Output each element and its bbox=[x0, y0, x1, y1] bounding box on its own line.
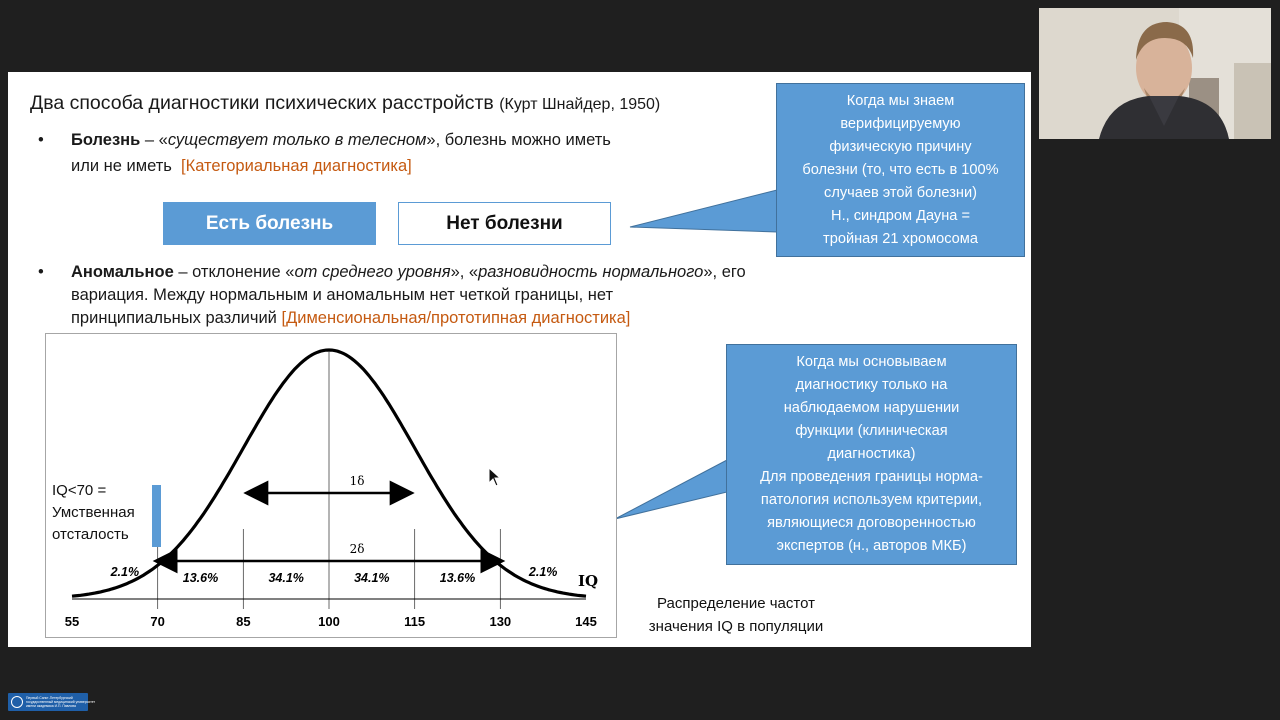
caption-line: значения IQ в популяции bbox=[648, 618, 824, 635]
text-fragment: – отклонение « bbox=[173, 263, 295, 281]
quote-variety: разновидность нормального bbox=[478, 263, 704, 281]
region-label-5: 2.1% bbox=[528, 565, 558, 579]
mouse-cursor-icon bbox=[488, 467, 502, 487]
term-abnormal: Аномальное bbox=[71, 263, 174, 281]
x-tick-70: 70 bbox=[150, 614, 165, 629]
university-logo-icon bbox=[8, 693, 96, 711]
region-label-4: 13.6% bbox=[439, 571, 476, 585]
callout2-line: наблюдаемом нарушении bbox=[783, 400, 960, 416]
slide-title bbox=[30, 92, 660, 115]
x-axis-label: IQ bbox=[577, 572, 599, 590]
bullet-abnormal-line1 bbox=[71, 260, 746, 284]
text-fragment: », его bbox=[703, 263, 746, 281]
region-label-0: 2.1% bbox=[110, 565, 140, 579]
box-has-disease: Есть болезнь bbox=[163, 202, 376, 245]
quote-disease: существует только в телесном bbox=[167, 131, 427, 149]
chart-caption bbox=[618, 592, 854, 638]
sd-arrow-label: 1δ bbox=[349, 474, 365, 488]
bullet-abnormal-line2: вариация. Между нормальным и аномальным нет четкой границы, нет bbox=[71, 286, 614, 304]
callout2-pointer bbox=[608, 452, 738, 532]
callout-verifiable-cause bbox=[776, 83, 1025, 257]
x-tick-145: 145 bbox=[575, 614, 597, 629]
callout2-line: патология используем критерии, bbox=[760, 492, 983, 508]
callout2-line: Для проведения границы норма- bbox=[760, 469, 983, 485]
slide-title-reference: (Курт Шнайдер, 1950) bbox=[499, 96, 661, 113]
callout1-line: болезни (то, что есть в 100% bbox=[802, 162, 999, 178]
bullet-disease-line1 bbox=[71, 128, 611, 152]
text-fragment: », « bbox=[450, 263, 479, 281]
callout2-line: являющиеся договоренностью bbox=[767, 515, 976, 531]
bullet-marker: • bbox=[38, 131, 44, 149]
iq-note-line: отсталость bbox=[52, 526, 129, 543]
text-fragment: », болезнь можно иметь bbox=[426, 131, 611, 149]
x-tick-55: 55 bbox=[64, 614, 80, 629]
callout1-line: Когда мы знаем bbox=[846, 93, 955, 109]
iq-distribution-chart bbox=[45, 333, 617, 638]
callout-clinical-diagnosis bbox=[726, 344, 1017, 565]
region-label-3: 34.1% bbox=[354, 571, 390, 585]
callout1-line: тройная 21 хромосома bbox=[823, 231, 978, 247]
tag-dimensional: [Дименсиональная/прототипная диагностика] bbox=[281, 309, 631, 327]
iq-retardation-bar bbox=[152, 485, 161, 547]
region-label-2: 34.1% bbox=[268, 571, 304, 585]
bullet-marker: • bbox=[38, 263, 44, 281]
iq-retardation-note bbox=[52, 480, 135, 546]
presenter-video-icon bbox=[1039, 8, 1271, 139]
callout1-line: случаев этой болезни) bbox=[824, 185, 977, 201]
iq-note-line: Умственная bbox=[52, 504, 135, 521]
text-fragment: – « bbox=[140, 131, 168, 149]
callout1-line: верифицируемую bbox=[840, 116, 961, 132]
callout2-line: диагностика) bbox=[827, 446, 916, 462]
caption-line: Распределение частот bbox=[657, 595, 815, 612]
logo-lettering: Первый Санкт-Петербургский государственный медицинский университет имени академика И.П. Павлова bbox=[26, 696, 96, 708]
quote-average: от среднего уровня bbox=[294, 263, 451, 281]
callout2-line: диагностику только на bbox=[795, 377, 948, 393]
callout1-line: Н., синдром Дауна = bbox=[831, 208, 970, 224]
x-tick-115: 115 bbox=[404, 614, 426, 629]
iq-note-line: IQ<70 = bbox=[52, 482, 107, 499]
callout2-line: функции (клиническая bbox=[795, 423, 948, 439]
text-fragment: или не иметь bbox=[71, 157, 172, 175]
tag-categorical: [Категориальная диагностика] bbox=[181, 157, 412, 175]
presentation-slide bbox=[8, 72, 1031, 647]
term-disease: Болезнь bbox=[71, 131, 141, 149]
callout1-pointer bbox=[608, 172, 788, 242]
sd-arrow-label: 2δ bbox=[349, 542, 365, 556]
x-tick-130: 130 bbox=[489, 614, 512, 629]
webcam-video bbox=[1039, 8, 1271, 139]
bullet-abnormal-line3 bbox=[71, 306, 630, 330]
slide-title-text: Два способа диагностики психических расстройств bbox=[30, 92, 494, 114]
bullet-disease-line2 bbox=[71, 154, 412, 178]
x-tick-100: 100 bbox=[318, 614, 340, 629]
callout2-line: Когда мы основываем bbox=[796, 354, 947, 370]
text-fragment: принципиальных различий bbox=[71, 309, 277, 327]
x-tick-85: 85 bbox=[236, 614, 251, 629]
seal-icon bbox=[11, 696, 23, 708]
box-no-disease: Нет болезни bbox=[398, 202, 611, 245]
callout2-line: экспертов (н., авторов МКБ) bbox=[776, 538, 967, 554]
region-label-1: 13.6% bbox=[182, 571, 219, 585]
callout1-line: физическую причину bbox=[829, 139, 972, 155]
